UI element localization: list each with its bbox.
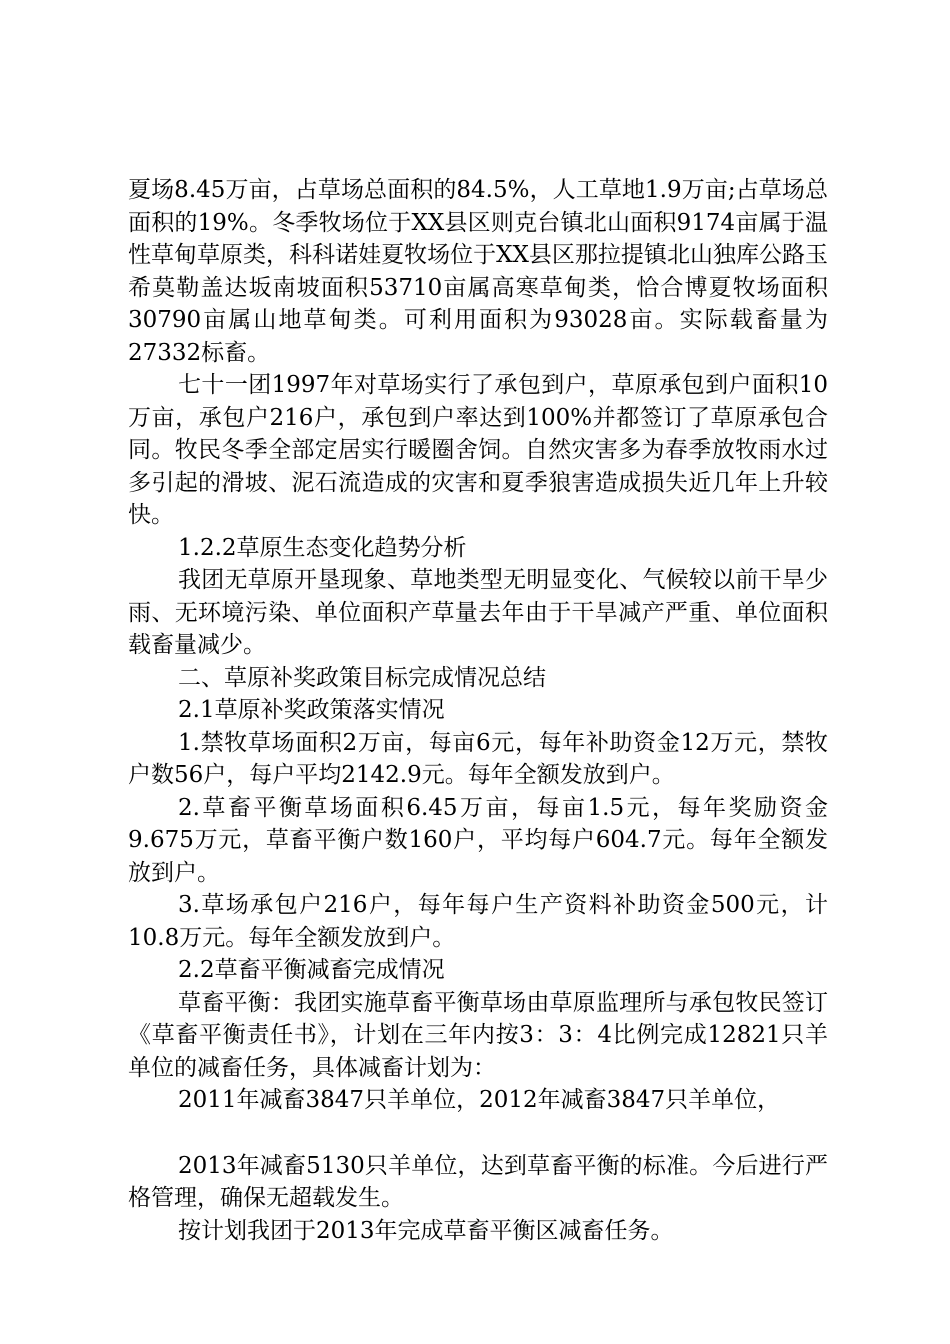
paragraph-reduction-plan-2013: 2013年减畜5130只羊单位，达到草畜平衡的标准。今后进行严格管理，确保无超载发生。 (128, 1152, 828, 1211)
heading-policy-summary: 二、草原补奖政策目标完成情况总结 (178, 664, 546, 691)
heading-ecology-trend: 1.2.2草原生态变化趋势分析 (178, 534, 467, 561)
paragraph-balance-responsibility: 草畜平衡：我团实施草畜平衡草场由草原监理所与承包牧民签订《草畜平衡责任书》，计划在三年内按3：3：4比例完成12821只羊单位的减畜任务，具体减畜计划为： (128, 989, 828, 1081)
document-body (128, 174, 828, 1247)
paragraph-completion: 按计划我团于2013年完成草畜平衡区减畜任务。 (178, 1217, 674, 1244)
paragraph-grass-livestock-balance: 2.草畜平衡草场面积6.45万亩，每亩1.5元，每年奖励资金9.675万元，草畜平衡户数160户，平均每户604.7元。每年全额发放到户。 (128, 794, 828, 886)
heading-livestock-reduction: 2.2草畜平衡减畜完成情况 (178, 957, 445, 983)
paragraph-reduction-plan-2011-2012: 2011年减畜3847只羊单位，2012年减畜3847只羊单位， (178, 1087, 781, 1113)
heading-policy-implementation: 2.1草原补奖政策落实情况 (178, 697, 445, 723)
paragraph-grassland-area: 夏场8.45万亩，占草场总面积的84.5%，人工草地1.9万亩;占草场总面积的19%。冬季牧场位于XX县区则克台镇北山面积9174亩属于温性草甸草原类，科科诺娃夏牧场位于XX县区那拉提镇北山独库公路玉希莫勒盖达坂南坡面积53710亩属高寒草甸类，恰合博夏牧场面积30790亩属山地草甸类。可利用面积为93028亩。实际载畜量为27332标畜。 (128, 177, 828, 366)
paragraph-grazing-ban: 1.禁牧草场面积2万亩，每亩6元，每年补助资金12万元，禁牧户数56户，每户平均2142.9元。每年全额发放到户。 (128, 729, 828, 788)
paragraph-contract-to-households: 七十一团1997年对草场实行了承包到户，草原承包到户面积10万亩，承包户216户，承包到户率达到100%并都签订了草原承包合同。牧民冬季全部定居实行暖圈舍饲。自然灾害多为春季放牧雨水过多引起的滑坡、泥石流造成的灾害和夏季狼害造成损失近几年上升较快。 (128, 372, 828, 528)
paragraph-ecology-trend: 我团无草原开垦现象、草地类型无明显变化、气候较以前干旱少雨、无环境污染、单位面积产草量去年由于干旱减产严重、单位面积载畜量减少。 (128, 567, 828, 658)
paragraph-contract-subsidy: 3.草场承包户216户，每年每户生产资料补助资金500元，计10.8万元。每年全额发放到户。 (128, 892, 828, 951)
